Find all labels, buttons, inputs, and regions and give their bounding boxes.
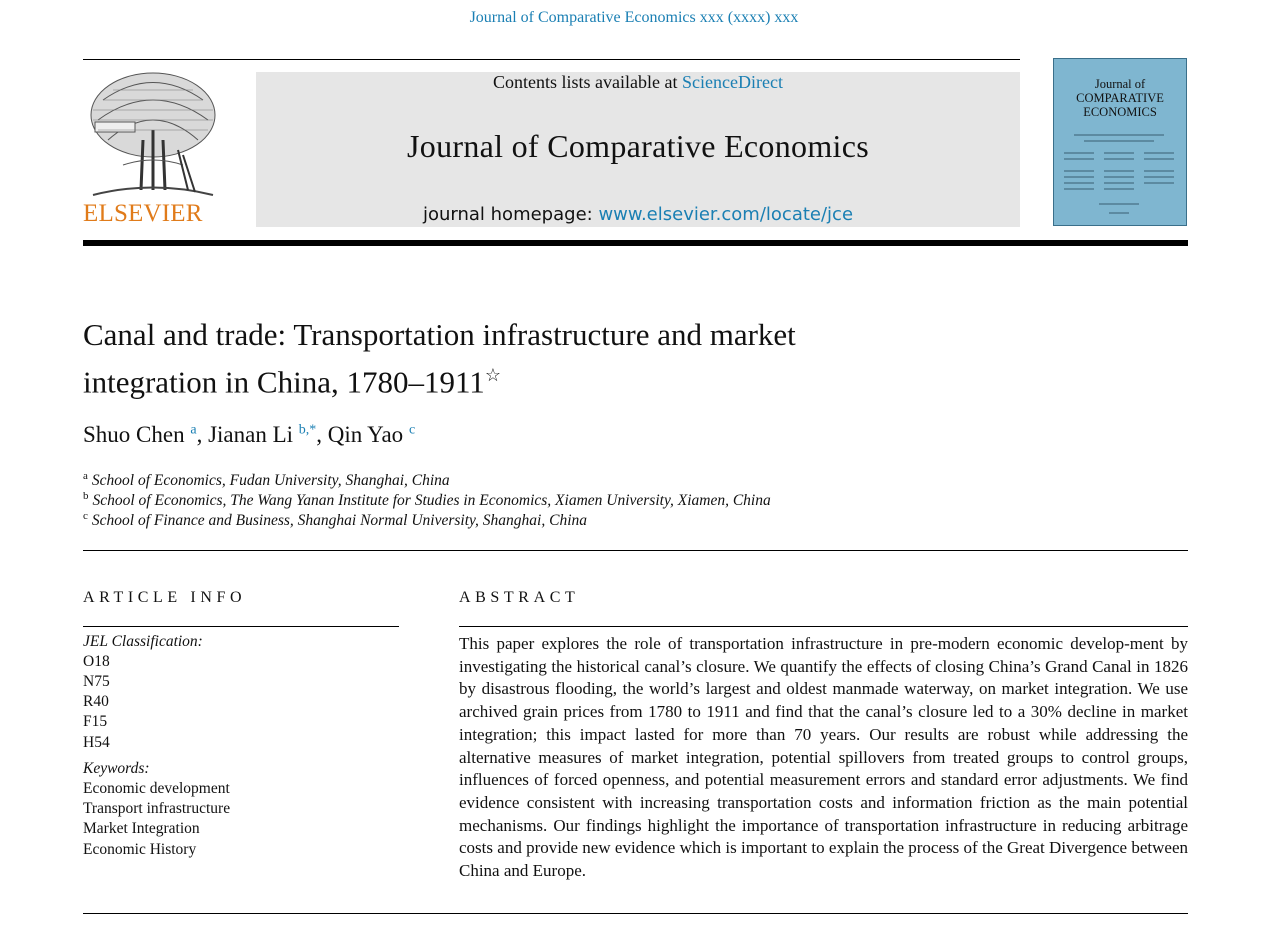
author-name: Jianan Li [208, 422, 294, 447]
jel-code: H54 [83, 734, 110, 751]
header-thick-rule [83, 240, 1188, 246]
jel-code: O18 [83, 653, 110, 670]
article-info-rule [83, 626, 399, 627]
cover-title [1054, 77, 1186, 119]
author-affiliation-link[interactable]: c [408, 422, 416, 438]
keyword: Transport infrastructure [83, 800, 231, 817]
abstract-text: This paper explores the role of transportation infrastructure in pre-modern economic develop-ment by investigating the historical canal’s closure. We quantify the effects of closing China’s Grand Canal in 1826 by disastrous flooding, the world’s largest and oldest manmade waterway, on market integration. We use archived grain prices from 1780 to 1911 and find that the canal’s closure led to a 30% decline in market integration; this impact lasted for more than 70 years. Our results are robust while addressing the alternative measures of market integration, potential spillovers from treated groups to control groups, influences of forced openness, and potential measurement errors and standard error adjustments. We find evidence consistent with increasing transportation costs and information friction as the main potential mechanisms. Our findings highlight the importance of transportation infrastructure in reducing arbitrage costs and provide new evidence which is important to explain the process of the Great Divergence between China and Europe. [459, 634, 1188, 881]
keyword: Economic development [83, 780, 230, 797]
author-name: Qin Yao [327, 422, 404, 447]
jel-code: R40 [83, 693, 109, 710]
author-affiliation-link[interactable]: b,* [298, 422, 317, 438]
sciencedirect-link[interactable]: ScienceDirect [682, 72, 783, 92]
author-list [83, 422, 415, 448]
running-head[interactable]: Journal of Comparative Economics xxx (xxxx) xxx [469, 9, 799, 26]
keyword: Market Integration [83, 820, 200, 837]
article-info-heading: ARTICLE INFO [83, 589, 247, 606]
abstract-rule [459, 626, 1188, 627]
cover-line-2: COMPARATIVE [1076, 91, 1164, 105]
author-separator: , [316, 422, 328, 447]
homepage-line [256, 204, 1020, 225]
abstract-heading: ABSTRACT [459, 589, 580, 606]
jel-code: N75 [83, 673, 110, 690]
affiliation [83, 490, 771, 510]
cover-line-3: ECONOMICS [1083, 105, 1157, 119]
journal-homepage-link[interactable]: www.elsevier.com/locate/jce [598, 204, 854, 225]
title-line-2 [83, 355, 983, 402]
top-rule [83, 59, 1020, 60]
affiliation-text: School of Economics, Fudan University, Shanghai, China [91, 472, 450, 490]
cover-line-1: Journal of [1094, 77, 1146, 91]
section-rule [83, 550, 1188, 551]
affiliation [83, 470, 450, 490]
contents-prefix: Contents lists available at [493, 72, 682, 92]
article-title [83, 314, 983, 402]
affiliation [83, 510, 587, 530]
keywords-label: Keywords: [83, 760, 150, 777]
author-name: Shuo Chen [83, 422, 185, 447]
bottom-rule [83, 913, 1188, 914]
journal-cover-thumbnail[interactable] [1053, 58, 1187, 226]
journal-masthead [256, 72, 1020, 227]
jel-code: F15 [83, 713, 108, 730]
title-line-2-text: integration in China, 1780–1911 [83, 364, 485, 400]
jel-classification-label: JEL Classification: [83, 633, 203, 650]
affiliation-mark: b [83, 490, 89, 502]
keyword: Economic History [83, 841, 197, 858]
title-footnote-star-icon[interactable]: ☆ [484, 365, 501, 385]
journal-name: Journal of Comparative Economics [407, 128, 869, 164]
elsevier-wordmark[interactable]: ELSEVIER [83, 200, 203, 227]
author-separator: , [196, 422, 209, 447]
contents-available-line [256, 72, 1020, 93]
affiliation-text: School of Finance and Business, Shanghai Normal University, Shanghai, China [91, 512, 588, 530]
affiliation-text: School of Economics, The Wang Yanan Institute for Studies in Economics, Xiamen University, Xiamen, China [92, 492, 771, 510]
cover-editor-list-graphic [1064, 129, 1176, 219]
affiliation-mark: c [83, 510, 88, 522]
author-affiliation-link[interactable]: a [190, 422, 197, 438]
homepage-prefix: journal homepage: [422, 204, 599, 225]
title-line-1: Canal and trade: Transportation infrastructure and market [83, 317, 796, 352]
affiliation-mark: a [83, 470, 88, 482]
